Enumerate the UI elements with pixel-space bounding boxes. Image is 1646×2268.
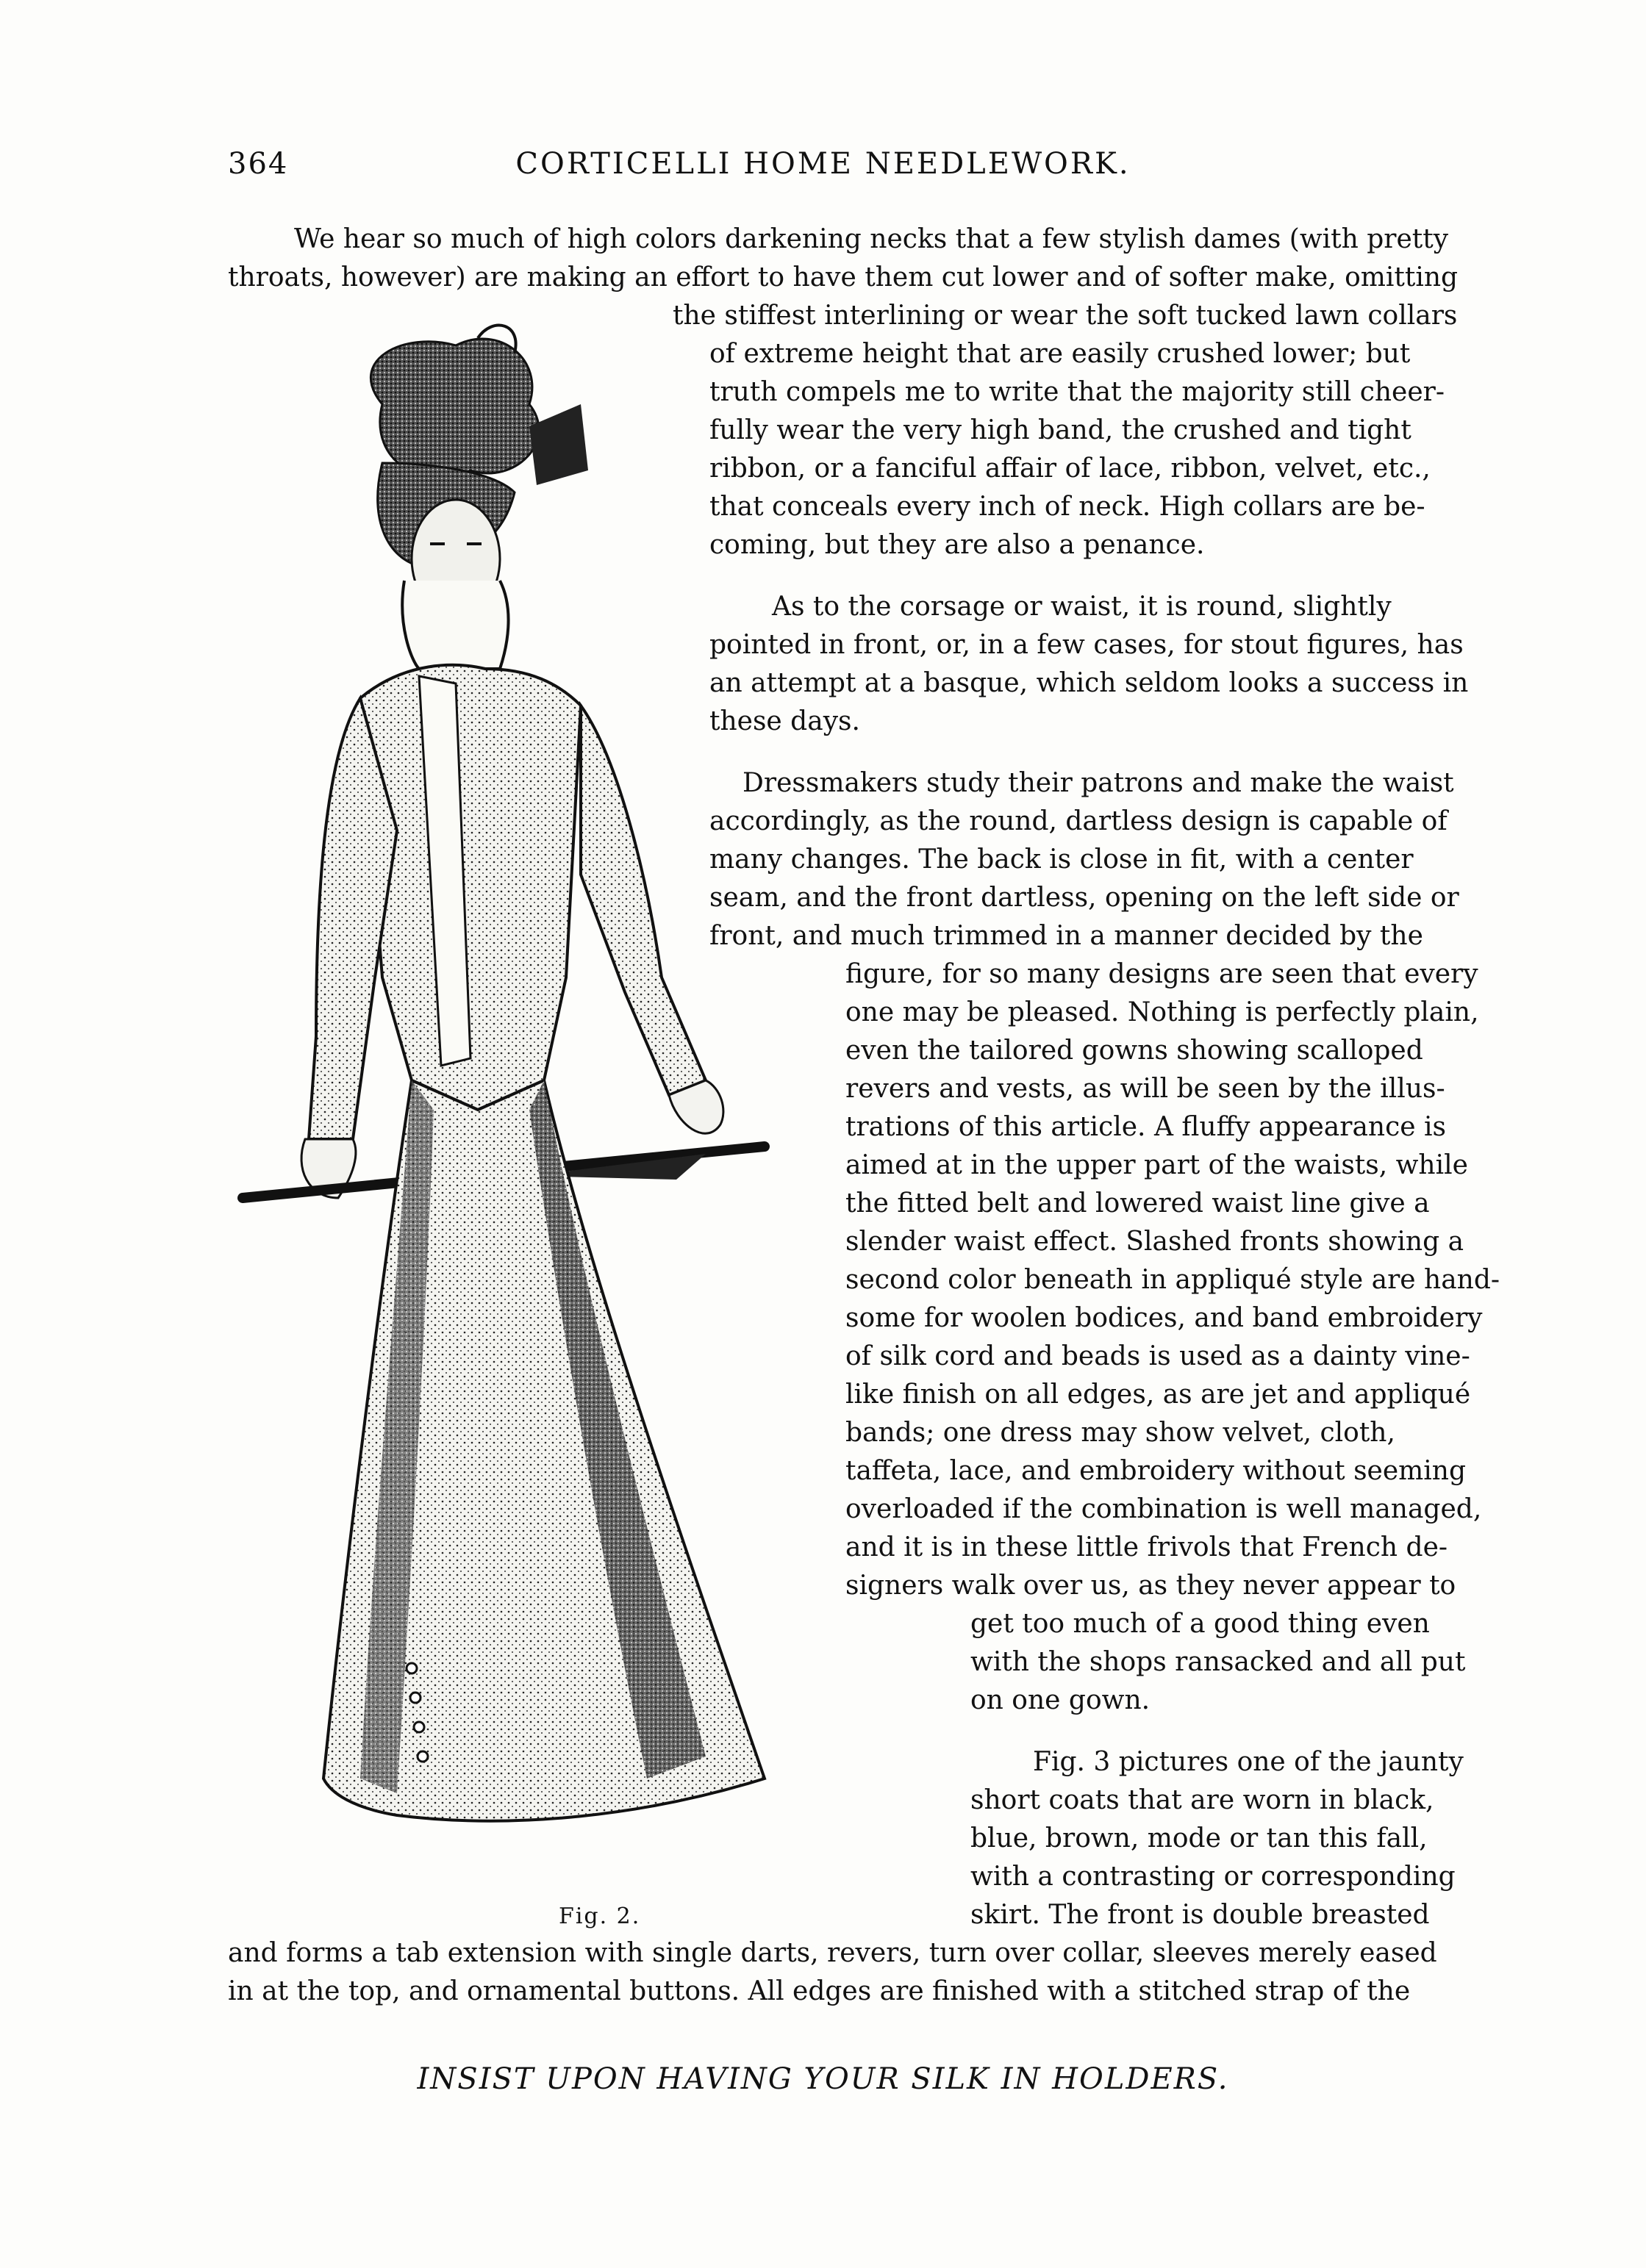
text-line: get too much of a good thing even xyxy=(970,1609,1430,1639)
text-line: truth compels me to write that the majority still cheer- xyxy=(709,377,1445,407)
text-line: seam, and the front dartless, opening on the left side or xyxy=(709,883,1459,913)
text-line: As to the corsage or waist, it is round, slightly xyxy=(772,592,1392,622)
text-line: fully wear the very high band, the crushed and tight xyxy=(709,415,1411,445)
text-line: ribbon, or a fanciful affair of lace, ribbon, velvet, etc., xyxy=(709,453,1431,484)
text-line: the fitted belt and lowered waist line give a xyxy=(845,1188,1430,1219)
text-line: blue, brown, mode or tan this fall, xyxy=(970,1823,1428,1853)
text-line: on one gown. xyxy=(970,1685,1151,1715)
text-line: of extreme height that are easily crushed lower; but xyxy=(709,339,1411,369)
text-line: that conceals every inch of neck. High collars are be- xyxy=(709,492,1425,522)
text-line: throats, however) are making an effort to have them cut lower and of softer make, omitting xyxy=(228,262,1459,293)
text-line: revers and vests, as will be seen by the illus- xyxy=(845,1074,1445,1104)
text-line: an attempt at a basque, which seldom looks a success in xyxy=(709,668,1469,698)
running-title: CORTICELLI HOME NEEDLEWORK. xyxy=(515,147,1131,181)
page-header xyxy=(0,147,1646,191)
text-line: many changes. The back is close in fit, with a center xyxy=(709,844,1414,875)
text-line: these days. xyxy=(709,706,860,736)
text-line: trations of this article. A fluffy appearance is xyxy=(845,1112,1447,1142)
text-line: accordingly, as the round, dartless design is capable of xyxy=(709,806,1448,836)
text-line: aimed at in the upper part of the waists, while xyxy=(845,1150,1468,1180)
text-line: skirt. The front is double breasted xyxy=(970,1900,1430,1930)
text-line: in at the top, and ornamental buttons. All edges are finished with a stitched strap of the xyxy=(228,1976,1411,2006)
text-line: Dressmakers study their patrons and make the waist xyxy=(743,768,1454,798)
footer-slogan: INSIST UPON HAVING YOUR SILK IN HOLDERS. xyxy=(417,2062,1229,2096)
text-line: coming, but they are also a penance. xyxy=(709,530,1205,560)
text-line: overloaded if the combination is well managed, xyxy=(845,1494,1482,1524)
text-line: signers walk over us, as they never appear to xyxy=(845,1571,1456,1601)
text-line: and it is in these little frivols that French de- xyxy=(845,1532,1448,1562)
text-line: one may be pleased. Nothing is perfectly plain, xyxy=(845,997,1479,1027)
text-line: with the shops ransacked and all put xyxy=(970,1647,1466,1677)
text-line: like finish on all edges, as are jet and appliqué xyxy=(845,1379,1471,1410)
figure-caption: Fig. 2. xyxy=(559,1903,641,1929)
text-line: pointed in front, or, in a few cases, for stout figures, has xyxy=(709,630,1464,660)
text-line: Fig. 3 pictures one of the jaunty xyxy=(1033,1747,1464,1777)
text-line: taffeta, lace, and embroidery without seeming xyxy=(845,1456,1467,1486)
text-line: and forms a tab extension with single darts, revers, turn over collar, sleeves merely eased xyxy=(228,1938,1437,1968)
text-line: some for woolen bodices, and band embroidery xyxy=(845,1303,1483,1333)
text-line: of silk cord and beads is used as a dainty vine- xyxy=(845,1341,1470,1371)
text-line: bands; one dress may show velvet, cloth, xyxy=(845,1418,1395,1448)
text-line: slender waist effect. Slashed fronts showing a xyxy=(845,1227,1464,1257)
text-line: We hear so much of high colors darkening necks that a few stylish dames (with pretty xyxy=(294,224,1449,254)
text-line: the stiffest interlining or wear the soft tucked lawn collars xyxy=(673,301,1458,331)
text-line: figure, for so many designs are seen that every xyxy=(845,959,1478,989)
page-number: 364 xyxy=(228,147,289,181)
text-line: short coats that are worn in black, xyxy=(970,1785,1434,1815)
text-line: even the tailored gowns showing scalloped xyxy=(845,1036,1423,1066)
text-line: second color beneath in appliqué style are hand- xyxy=(845,1265,1500,1295)
text-line: front, and much trimmed in a manner decided by the xyxy=(709,921,1423,951)
text-line: with a contrasting or corresponding xyxy=(970,1862,1456,1892)
